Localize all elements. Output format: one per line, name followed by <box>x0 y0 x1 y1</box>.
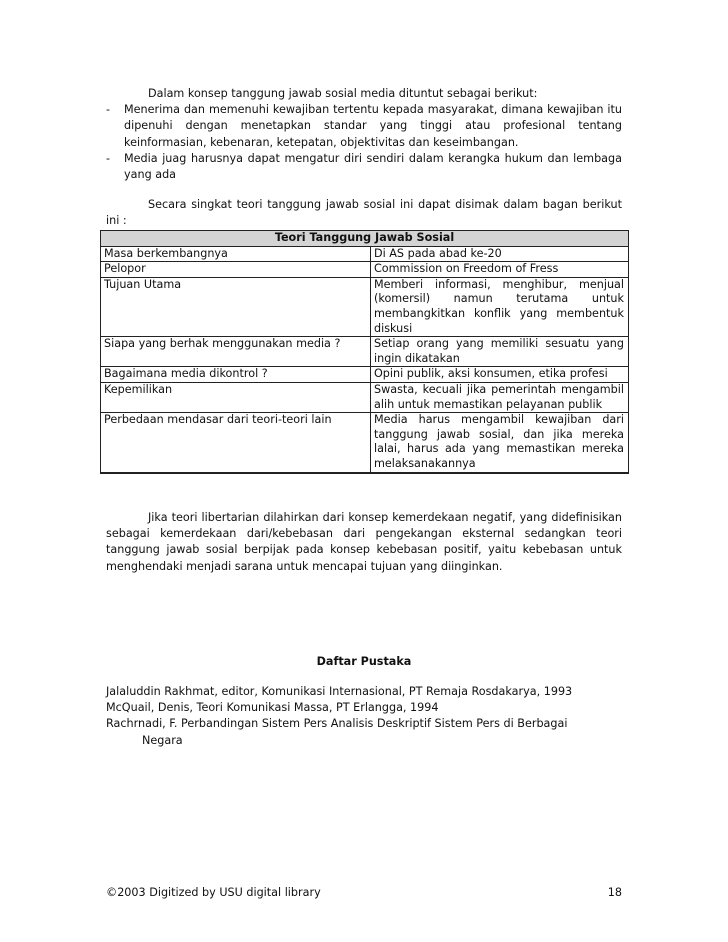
reference-text-continued: Negara <box>142 733 183 747</box>
table-row <box>101 277 629 336</box>
table-row <box>101 337 629 367</box>
row-label: Masa berkembangnya <box>101 246 371 262</box>
row-value: Commission on Freedom of Fress <box>371 262 629 278</box>
row-label: Tujuan Utama <box>101 277 371 336</box>
copyright-text: ©2003 Digitized by USU digital library <box>106 886 321 899</box>
page-number: 18 <box>607 886 622 899</box>
bullet-marker: - <box>106 103 111 117</box>
row-label: Siapa yang berhak menggunakan media ? <box>101 337 371 367</box>
list-item-text: Menerima dan memenuhi kewajiban tertentu kepada masyarakat, dimana kewajiban itu dipenuhi dengan menetapkan standar yang tinggi atau profesional tentang keinformasian, kebenaran, ketepatan, objektivitas dan keseimbangan. <box>124 103 622 149</box>
list-item <box>106 151 622 183</box>
page-footer <box>106 885 622 901</box>
row-value: Memberi informasi, menghibur, menjual (komersil) namun terutama untuk membangkitkan konflik yang membentuk diskusi <box>371 277 629 336</box>
references-list <box>106 684 622 749</box>
table-row <box>101 413 629 473</box>
reference-text: McQuail, Denis, Teori Komunikasi Massa, PT Erlangga, 1994 <box>106 701 439 715</box>
reference-item <box>106 700 622 716</box>
row-label: Pelopor <box>101 262 371 278</box>
requirements-list <box>106 102 622 183</box>
intro-lead: Dalam konsep tanggung jawab sosial media dituntut sebagai berikut: <box>148 87 538 100</box>
bullet-marker: - <box>106 151 111 165</box>
row-label: Bagaimana media dikontrol ? <box>101 367 371 383</box>
table-row <box>101 262 629 278</box>
table-row <box>101 382 629 412</box>
theory-table <box>100 230 629 474</box>
summary-paragraph: Secara singkat teori tanggung jawab sosial ini dapat disimak dalam bagan berikut ini : <box>106 198 622 228</box>
table-row <box>101 367 629 383</box>
row-value: Media harus mengambil kewajiban dari tanggung jawab sosial, dan jika mereka lalai, harus ada yang memastikan mereka melaksanakannya <box>371 413 629 473</box>
reference-text: Rachrnadi, F. Perbandingan Sistem Pers Analisis Deskriptif Sistem Pers di Berbagai <box>106 717 568 731</box>
row-label: Kepemilikan <box>101 382 371 412</box>
row-value: Setiap orang yang memiliki sesuatu yang ingin dikatakan <box>371 337 629 367</box>
list-item-text: Media juag harusnya dapat mengatur diri sendiri dalam kerangka hukum dan lembaga yang ada <box>124 151 622 182</box>
row-value: Swasta, kecuali jika pemerintah mengambil alih untuk memastikan pelayanan publik <box>371 382 629 412</box>
reference-item <box>106 716 622 748</box>
table-row <box>101 246 629 262</box>
conclusion-paragraph: Jika teori libertarian dilahirkan dari konsep kemerdekaan negatif, yang didefinisikan sebagai kemerdekaan dari/kebebasan dari pengekangan eksternal sedangkan teori tanggung jawab sosial berpijak pada konsep kebebasan positif, yaitu kebebasan untuk menghendaki menjadi sarana untuk mencapai tujuan yang diinginkan. <box>106 511 622 573</box>
list-item <box>106 102 622 151</box>
intro-section <box>106 86 622 230</box>
references-heading: Daftar Pustaka <box>316 655 412 668</box>
reference-text: Jalaluddin Rakhmat, editor, Komunikasi Internasional, PT Remaja Rosdakarya, 1993 <box>106 685 573 698</box>
row-value: Di AS pada abad ke-20 <box>371 246 629 262</box>
row-label: Perbedaan mendasar dari teori-teori lain <box>101 413 371 473</box>
row-value: Opini publik, aksi konsumen, etika profesi <box>371 367 629 383</box>
reference-item <box>106 684 622 700</box>
table-title: Teori Tanggung Jawab Sosial <box>101 231 629 247</box>
